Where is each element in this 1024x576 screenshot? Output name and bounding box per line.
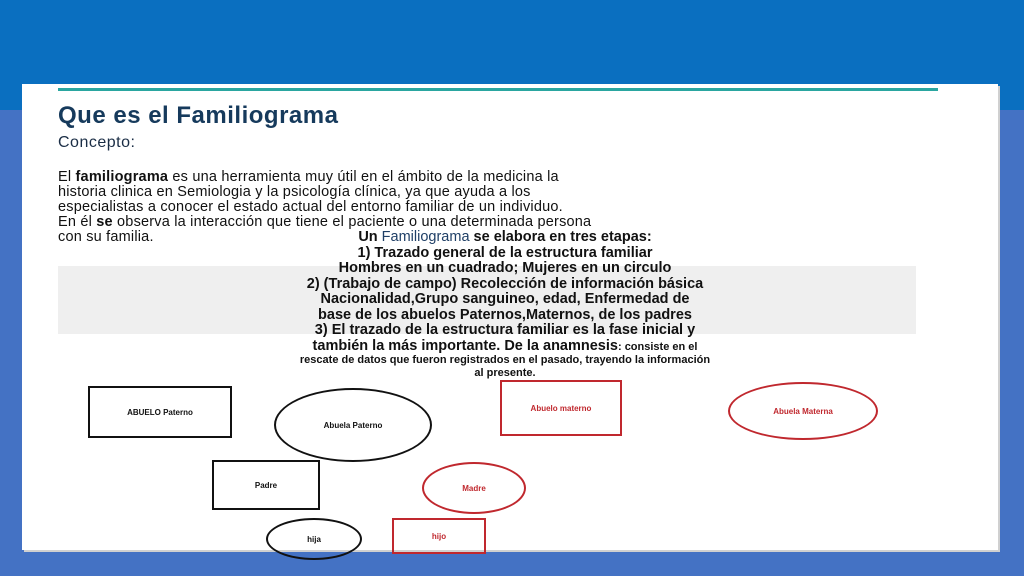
text-run: observa la interacción que tiene el paciente o una determinada persona — [112, 214, 592, 230]
hijo-square — [392, 518, 486, 554]
text-run: se elabora en tres etapas: — [473, 229, 652, 245]
paragraph-line-2: historia clinica en Semiologia y la psicología clínica, ya que ayuda a los — [58, 184, 531, 200]
paragraph-line-1 — [58, 170, 938, 185]
text-run: En él — [58, 214, 97, 230]
stage-line: base de los abuelos Paternos,Maternos, de los padres — [318, 306, 692, 323]
shape-label: hija — [307, 534, 321, 544]
shape-label: ABUELO Paterno — [127, 407, 193, 417]
shape-label: Abuela Paterno — [323, 420, 383, 430]
stage-small-line: rescate de datos que fueron registrados en el pasado, trayendo la información — [299, 354, 711, 366]
stage-line: 1) Trazado general de la estructura familiar — [357, 244, 653, 261]
stage-small-line: al presente. — [474, 367, 536, 379]
shape-label: hijo — [431, 531, 447, 541]
text-run: : consiste en el — [617, 340, 698, 353]
bold-term: familiograma — [75, 169, 169, 185]
text-run: Un — [358, 229, 378, 245]
text-run: El — [58, 169, 76, 185]
abuelo-materno-square — [500, 380, 622, 436]
text-run: Familiograma — [377, 229, 474, 245]
slide-content — [22, 84, 998, 550]
abuela-materna-circle — [728, 382, 878, 440]
stage-line: Nacionalidad,Grupo sanguineo, edad, Enfermedad de — [320, 291, 690, 307]
stage-line: 2) (Trabajo de campo) Recolección de información básica — [306, 275, 704, 292]
stage-line-last — [62, 339, 948, 355]
hija-circle — [266, 518, 362, 560]
text-run: también la más importante. De la anamnesis — [312, 337, 618, 354]
left-strip — [0, 110, 24, 576]
page-title: Que es el Familiograma — [58, 102, 339, 129]
shape-label: Madre — [462, 483, 486, 493]
madre-circle — [422, 462, 526, 514]
stages-text — [62, 230, 948, 380]
stage-line: Hombres en un cuadrado; Mujeres en un circulo — [338, 260, 672, 276]
abuela-paterno-circle — [274, 388, 432, 462]
stages-intro — [62, 230, 948, 246]
stage-line: 3) El trazado de la estructura familiar es la fase inicial y — [314, 322, 696, 338]
paragraph-line-5: con su familia. — [58, 229, 154, 245]
abuelo-paterno-square — [88, 386, 232, 438]
shape-label: Padre — [254, 480, 278, 490]
shape-label: Abuela Materna — [773, 406, 833, 416]
padre-square — [212, 460, 320, 510]
shape-label: Abuelo materno — [530, 403, 592, 413]
paragraph-line-3: especialistas a conocer el estado actual del entorno familiar de un individuo. — [58, 199, 563, 215]
text-run: es una herramienta muy útil en el ámbito de la medicina la — [168, 169, 559, 185]
paragraph-line-4 — [58, 215, 938, 230]
title-rule — [58, 88, 938, 91]
page-subtitle: Concepto: — [58, 134, 136, 151]
bold-term: se — [96, 214, 113, 230]
